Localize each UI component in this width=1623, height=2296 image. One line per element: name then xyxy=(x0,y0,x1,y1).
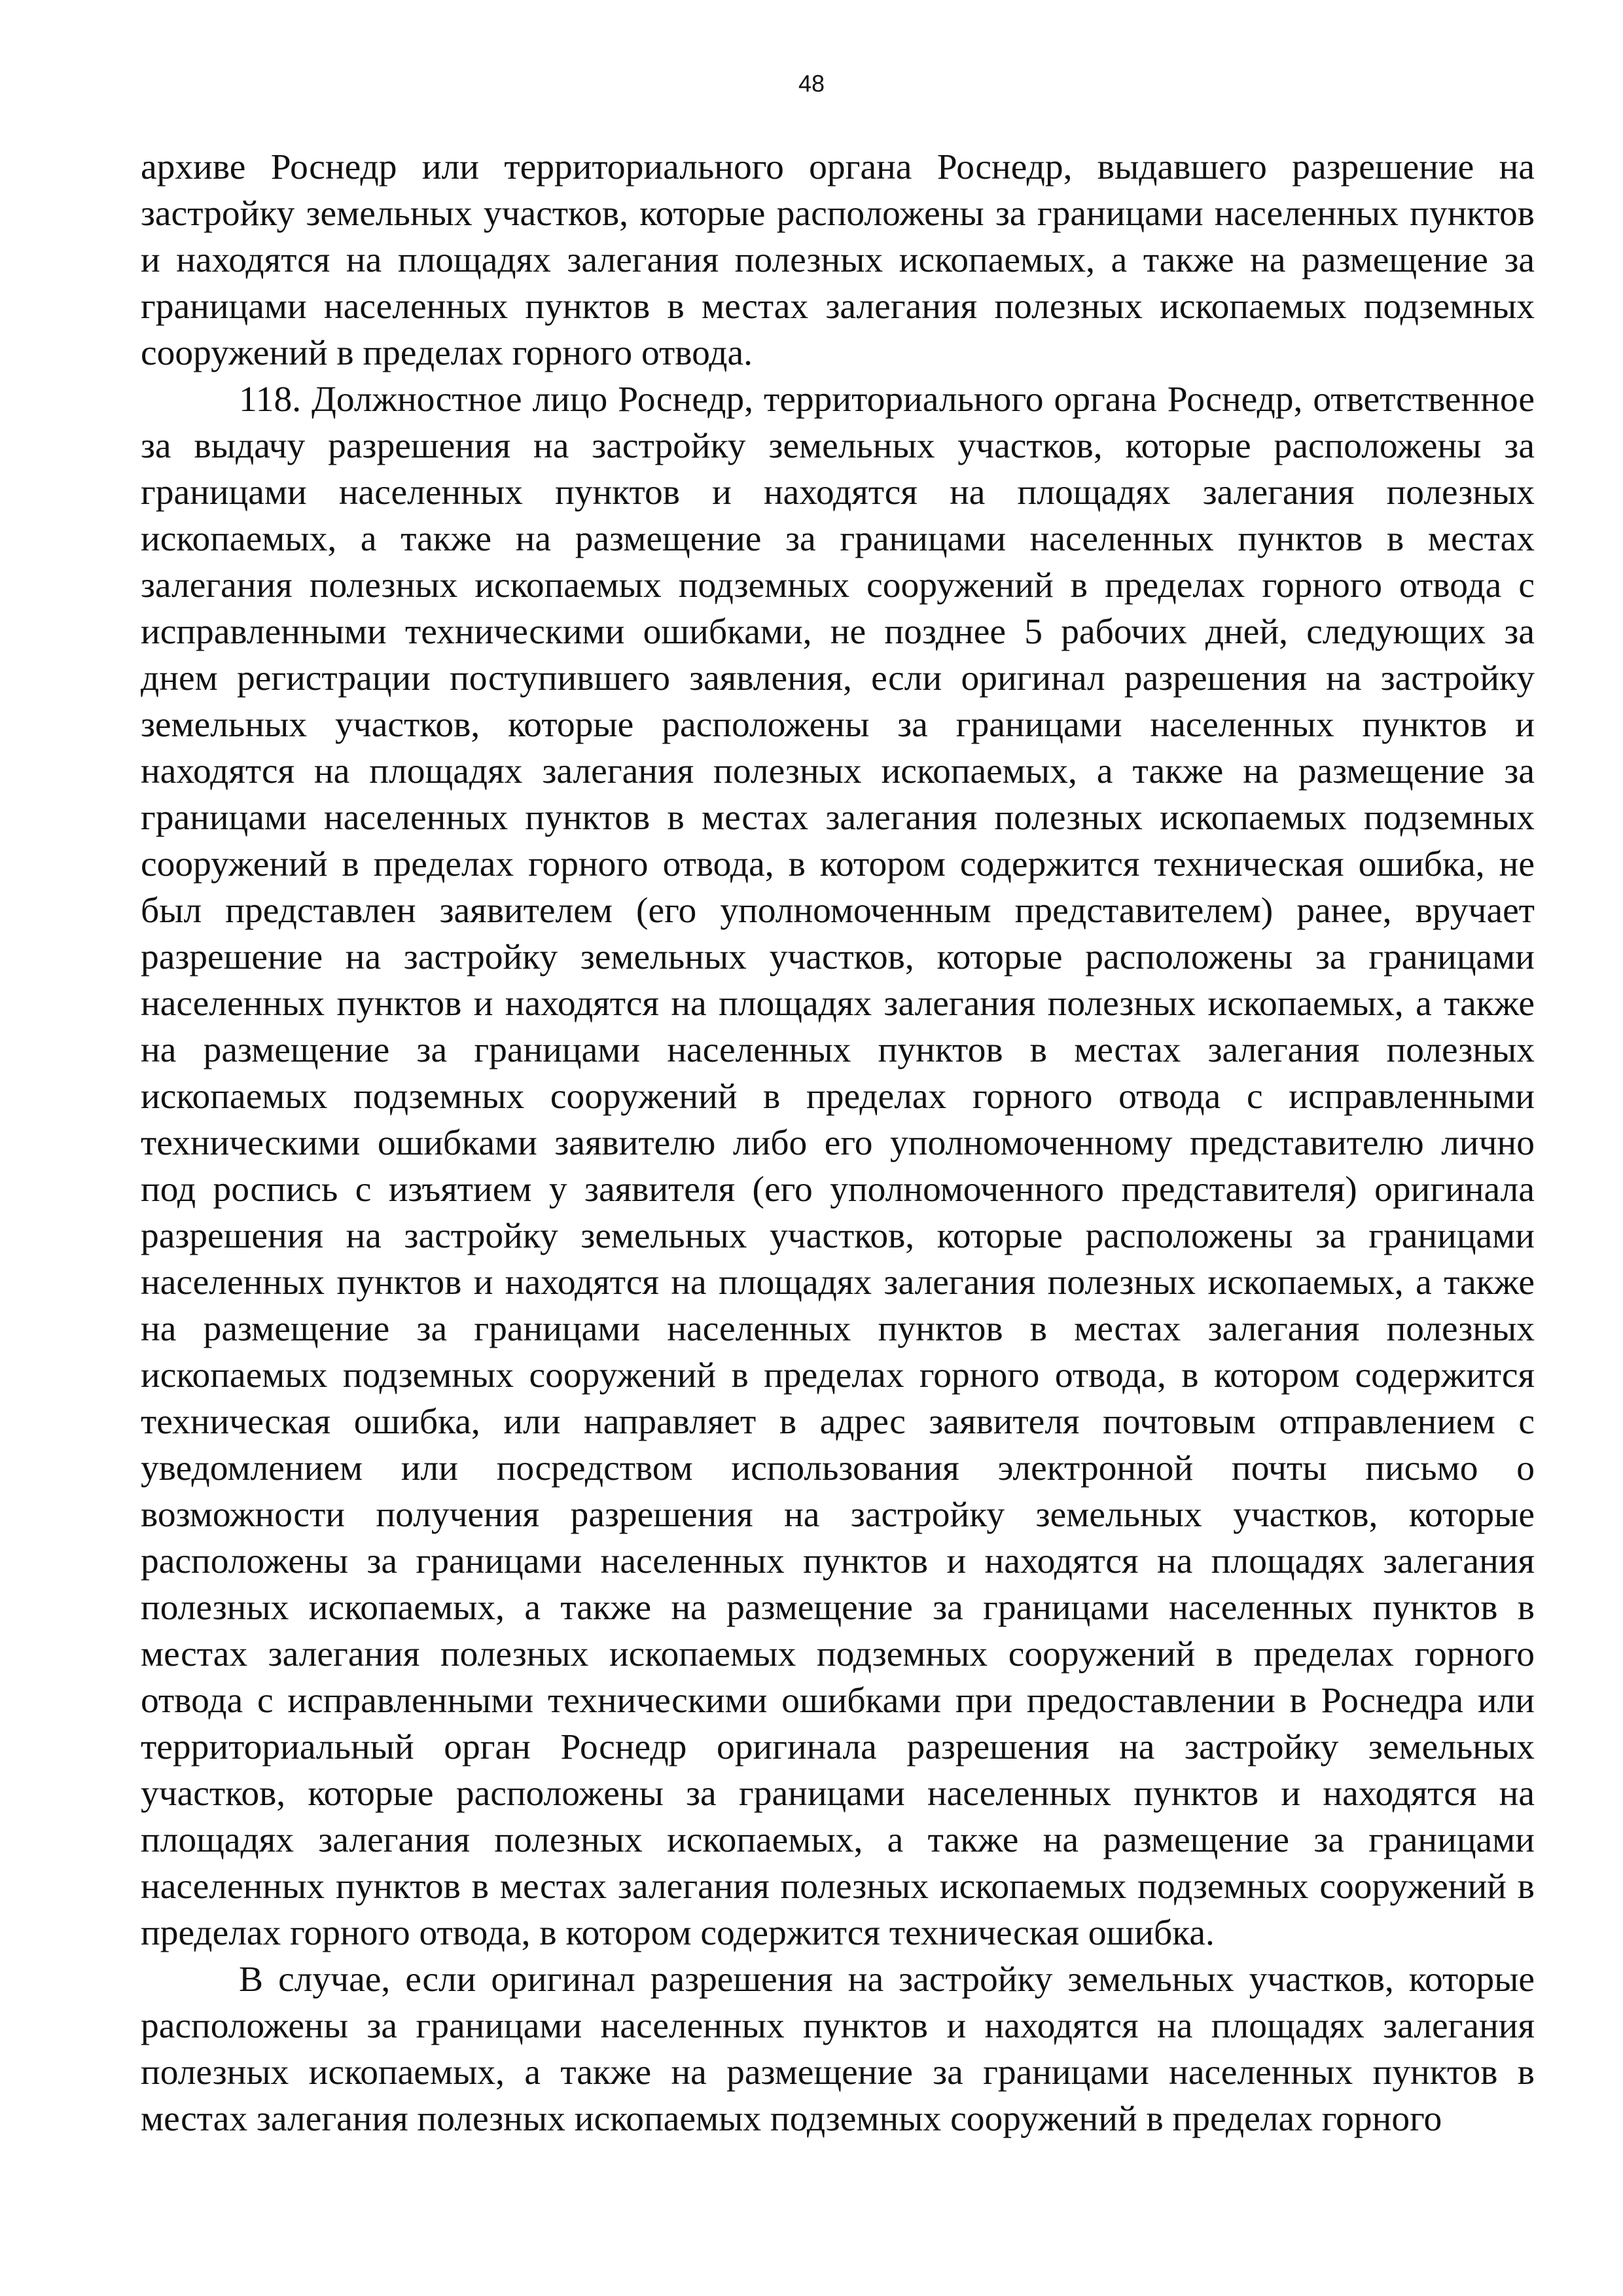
paragraph-continued: архиве Роснедр или территориального органа Роснедр, выдавшего разрешение на застройку земельных участков, которые расположены за границами населенных пунктов и находятся на площадях залегания полезных ископаемых, а также на размещение за границами населенных пунктов в местах залегания полезных ископаемых подземных сооружений в пределах горного отвода. xyxy=(141,147,1535,373)
paragraph-case: В случае, если оригинал разрешения на застройку земельных участков, которые расположены за границами населенных пунктов и находятся на площадях залегания полезных ископаемых, а также на размещение за границами населенных пунктов в местах залегания полезных ископаемых подземных сооружений в пределах горного xyxy=(141,1960,1535,2139)
page-number: 48 xyxy=(798,70,825,97)
document-body xyxy=(141,144,1535,2142)
paragraph-118: 118. Должностное лицо Роснедр, территориального органа Роснедр, ответственное за выдачу разрешения на застройку земельных участков, которые расположены за границами населенных пунктов и находятся на площадях залегания полезных ископаемых, а также на размещение за границами населенных пунктов в местах залегания полезных ископаемых подземных сооружений в пределах горного отвода с исправленными техническими ошибками, не позднее 5 рабочих дней, следующих за днем регистрации поступившего заявления, если оригинал разрешения на застройку земельных участков, которые расположены за границами населенных пунктов и находятся на площадях залегания полезных ископаемых, а также на размещение за границами населенных пунктов в местах залегания полезных ископаемых подземных сооружений в пределах горного отвода, в котором содержится техническая ошибка, не был представлен заявителем (его уполномоченным представителем) ранее, вручает разрешение на застройку земельных участков, которые расположены за границами населенных пунктов и находятся на площадях залегания полезных ископаемых, а также на размещение за границами населенных пунктов в местах залегания полезных ископаемых подземных сооружений в пределах горного отвода с исправленными техническими ошибками заявителю либо его уполномоченному представителю лично под роспись с изъятием у заявителя (его уполномоченного представителя) оригинала разрешения на застройку земельных участков, которые расположены за границами населенных пунктов и находятся на площадях залегания полезных ископаемых, а также на размещение за границами населенных пунктов в местах залегания полезных ископаемых подземных сооружений в пределах горного отвода, в котором содержится техническая ошибка, или направляет в адрес заявителя почтовым отправлением с уведомлением или посредством использования электронной почты письмо о возможности получения разрешения на застройку земельных участков, которые расположены за границами населенных пунктов и находятся на площадях залегания полезных ископаемых, а также на размещение за границами населенных пунктов в местах залегания полезных ископаемых подземных сооружений в пределах горного отвода с исправленными техническими ошибками при предоставлении в Роснедра или территориальный орган Роснедр оригинала разрешения на застройку земельных участков, которые расположены за границами населенных пунктов и находятся на площадях залегания полезных ископаемых, а также на размещение за границами населенных пунктов в местах залегания полезных ископаемых подземных сооружений в пределах горного отвода, в котором содержится техническая ошибка. xyxy=(141,380,1535,1953)
